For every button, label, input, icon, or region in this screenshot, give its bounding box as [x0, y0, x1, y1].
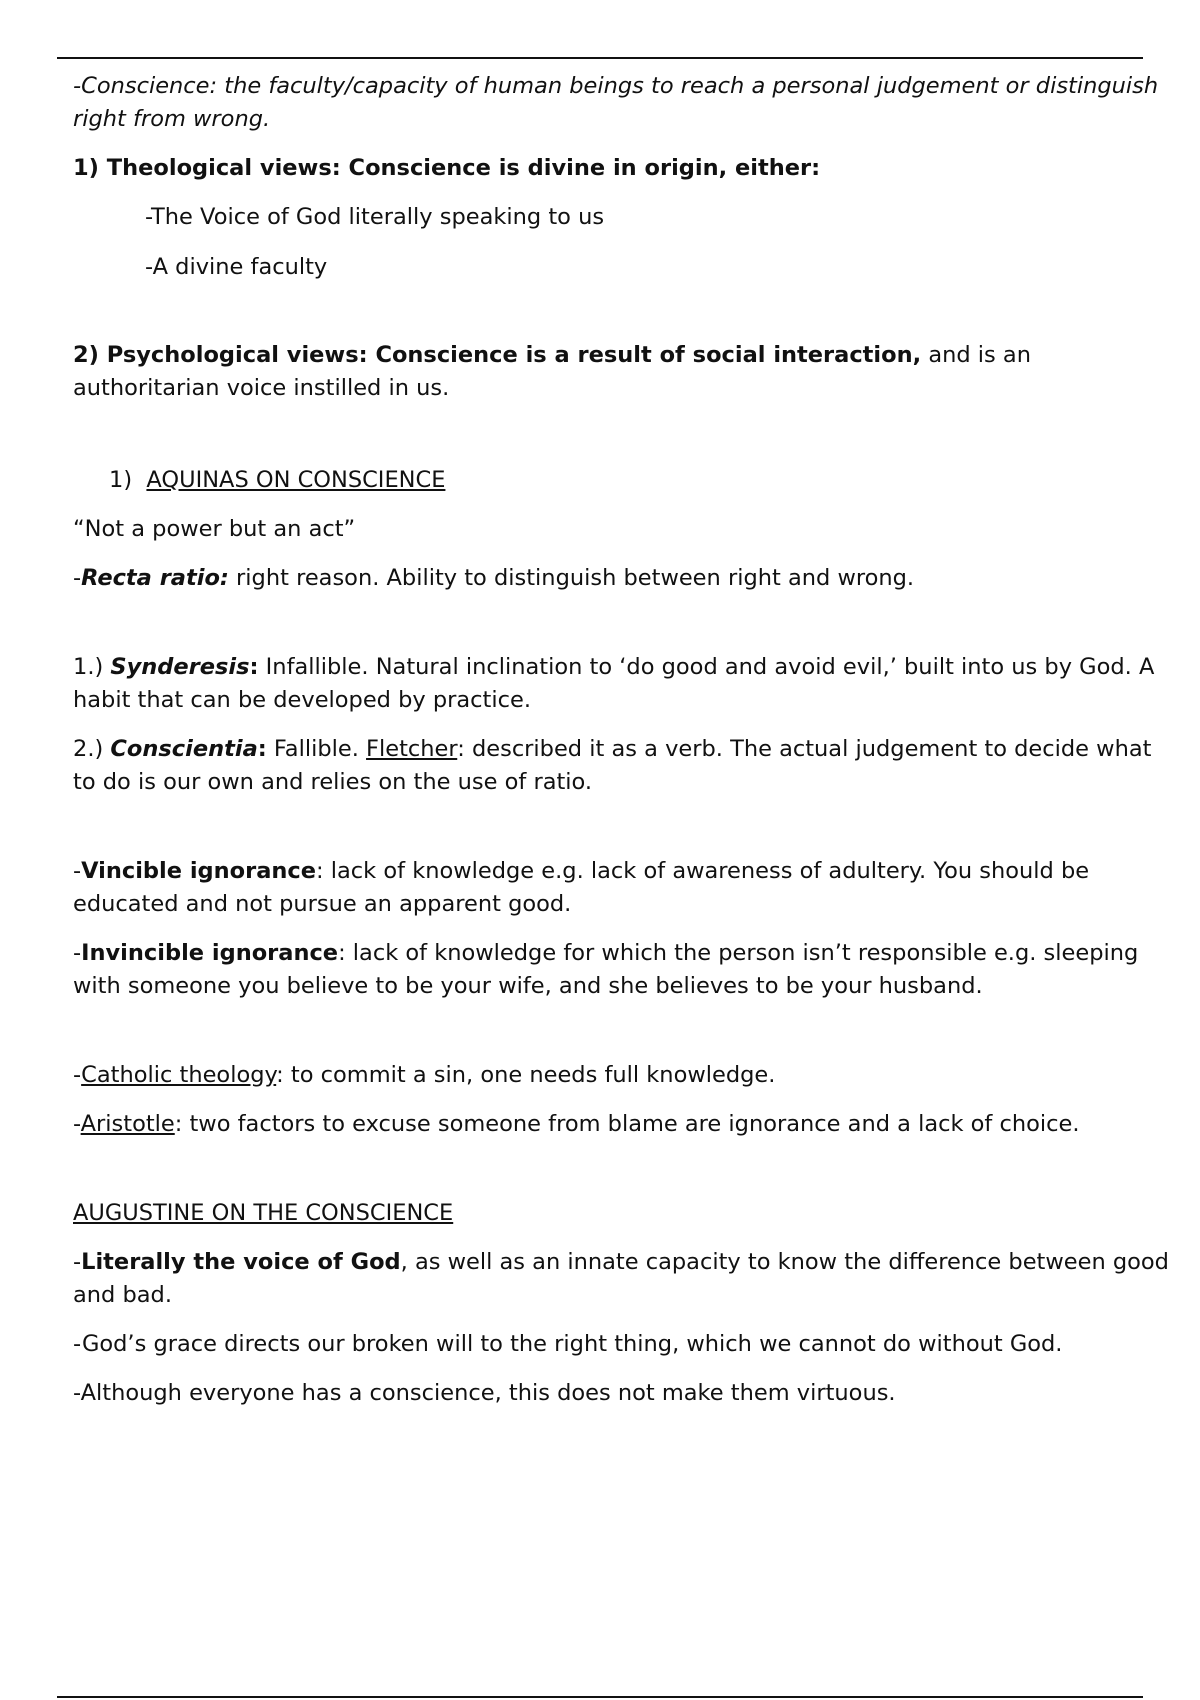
recta-dash: - [73, 565, 82, 591]
vincible-rest: : lack of knowledge e.g. lack of awareness of adultery. You should be educated and not pursue an apparent good. [73, 858, 1090, 917]
aristotle-paragraph [73, 1108, 1173, 1141]
psychological-rest: and is an authoritarian voice instilled in us. [73, 342, 1031, 401]
aquinas-quote: “Not a power but an act” [73, 516, 356, 542]
invincible-rest: : lack of knowledge for which the person isn’t responsible e.g. sleeping with someone you believe to be your wife, and she believes to be your husband. [73, 940, 1139, 999]
aquinas-heading [73, 464, 1173, 497]
bottom-rule [57, 1696, 1143, 1698]
vincible-dash: - [73, 858, 82, 884]
synderesis-rest: Infallible. Natural inclination to ‘do good and avoid evil,’ built into us by God. A habit that can be developed by practice. [73, 654, 1155, 713]
psychological-heading: 2) Psychological views: Conscience is a result of social interaction, [73, 342, 922, 368]
aquinas-title: AQUINAS ON CONSCIENCE [146, 467, 446, 493]
conscientia-paragraph [73, 733, 1173, 799]
invincible-paragraph [73, 937, 1173, 1003]
augustine-paragraph-3: -Although everyone has a conscience, this does not make them virtuous. [73, 1380, 896, 1406]
augustine-title: AUGUSTINE ON THE CONSCIENCE [73, 1200, 454, 1226]
psychological-paragraph [73, 339, 1173, 405]
invincible-term: Invincible ignorance [81, 940, 339, 966]
synderesis-paragraph [73, 651, 1173, 717]
aristotle-rest: : two factors to excuse someone from blame are ignorance and a lack of choice. [174, 1111, 1080, 1137]
synderesis-number: 1.) [73, 654, 111, 680]
document-body [73, 70, 1173, 1410]
augustine-dash: - [73, 1249, 82, 1275]
aristotle-term: Aristotle [80, 1111, 175, 1137]
vincible-term: Vincible ignorance [81, 858, 317, 884]
theological-heading: 1) Theological views: Conscience is divine in origin, either: [73, 155, 821, 181]
top-rule [57, 57, 1143, 59]
catholic-term: Catholic theology [81, 1062, 277, 1088]
conscientia-colon: : [257, 736, 267, 762]
synderesis-colon: : [249, 654, 259, 680]
theological-item-2: -A divine faculty [145, 254, 328, 280]
augustine-p1-rest: , as well as an innate capacity to know the difference between good and bad. [73, 1249, 1169, 1308]
vincible-paragraph [73, 855, 1173, 921]
recta-ratio-rest: right reason. Ability to distinguish between right and wrong. [228, 565, 915, 591]
augustine-paragraph-1 [73, 1246, 1173, 1312]
invincible-dash: - [73, 940, 82, 966]
augustine-paragraph-2: -God’s grace directs our broken will to the right thing, which we cannot do without God. [73, 1331, 1063, 1357]
conscientia-number: 2.) [73, 736, 111, 762]
recta-ratio-term: Recta ratio: [81, 565, 229, 591]
fletcher-name: Fletcher [366, 736, 458, 762]
aristotle-dash: - [73, 1111, 81, 1137]
synderesis-term: Synderesis [110, 654, 250, 680]
catholic-paragraph [73, 1059, 1173, 1092]
definition-paragraph: -Conscience: the faculty/capacity of human beings to reach a personal judgement or distinguish right from wrong. [73, 73, 1159, 132]
catholic-dash: - [73, 1062, 82, 1088]
recta-ratio-paragraph [73, 562, 1173, 595]
conscientia-rest: : described it as a verb. The actual judgement to decide what to do is our own and relies on the use of ratio. [73, 736, 1152, 795]
catholic-rest: : to commit a sin, one needs full knowledge. [276, 1062, 776, 1088]
aquinas-number: 1) [109, 467, 133, 493]
theological-item-1: -The Voice of God literally speaking to us [145, 204, 605, 230]
augustine-voice-of-god: Literally the voice of God [81, 1249, 401, 1275]
conscientia-term: Conscientia [110, 736, 258, 762]
conscientia-mid: Fallible. [266, 736, 367, 762]
